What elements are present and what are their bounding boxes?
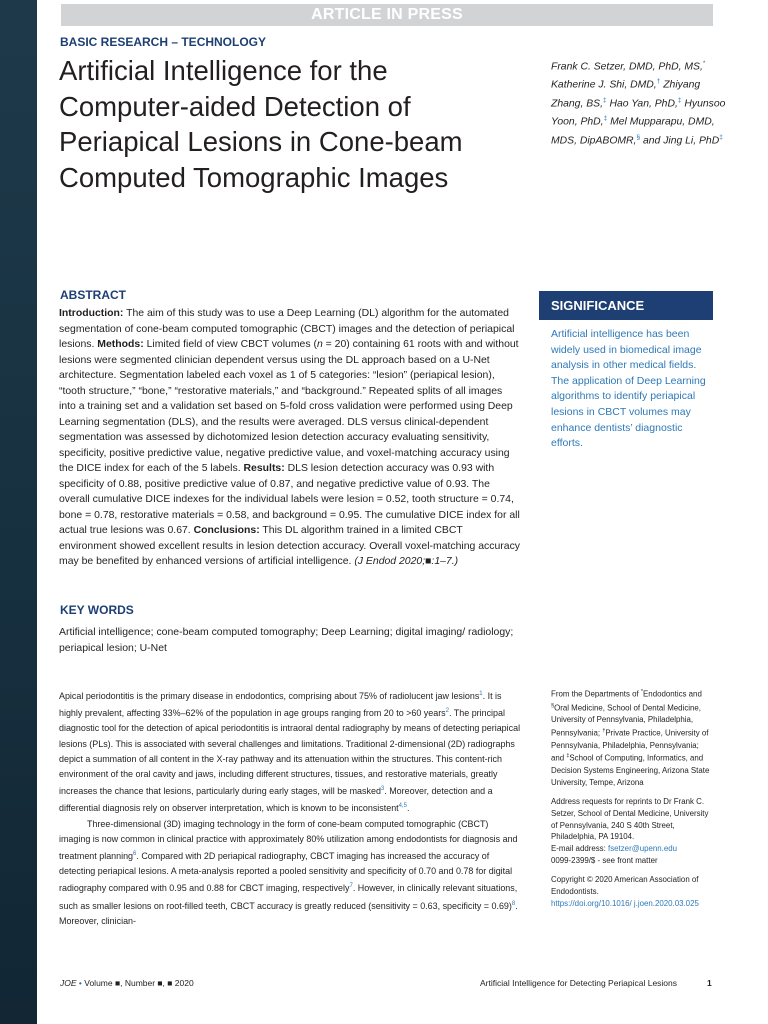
affiliations-from: From the Departments of *Endodontics and §Oral Medicine, School of Dental Medicine, University of Pennsylvania, Philadelphia, Pennsylvania; †Private Practice, University of Pennsylvania, Philadelphia, Pennsylvania; and ‡School of Computing, Informatics, and Decision Systems Engineering, Arizona State University, Tempe, Arizona xyxy=(551,689,710,787)
affiliation-mark: ‡ xyxy=(566,753,570,760)
significance-body: Artificial intelligence has been widely used in biomedical image analysis in other medical fields. The application of Deep Learning algorithms to identify periapical lesions in CBCT volumes may enhance dentists’ diagnostic efforts. xyxy=(551,328,706,450)
author-affiliation-mark: ‡ xyxy=(719,133,723,141)
reprint-address: Address requests for reprints to Dr Frank C. Setzer, School of Dental Medicine, University of Pennsylvania, 240 S 40th Street, Philadelphia, PA 19104. xyxy=(551,796,709,842)
author-affiliation-mark: ‡ xyxy=(677,96,682,104)
author-name: Mel Mupparapu, DMD, MDS, DipABOMR, xyxy=(551,116,715,146)
intro-label: Introduction: xyxy=(59,308,124,319)
author-affiliation-mark: ‡ xyxy=(602,96,607,104)
citation-reference[interactable]: 4,5 xyxy=(398,803,407,810)
author-list xyxy=(551,57,726,149)
email-link[interactable]: fsetzer@upenn.edu xyxy=(608,844,678,854)
email-line xyxy=(551,843,713,855)
author-name: Katherine J. Shi, DMD, xyxy=(551,79,657,91)
citation-reference[interactable]: 1 xyxy=(479,691,483,697)
abstract-heading: ABSTRACT xyxy=(60,288,126,302)
author-name: Hao Yan, PhD, xyxy=(606,98,678,110)
citation-reference[interactable]: 7 xyxy=(349,883,353,890)
methods-text-2: = 20) containing 61 roots with and without lesions were segmented clinician dependent versus using the DL approach based on a U-Net architecture. Segmentation labeled each voxel as 1 of 5 categories: “lesion” (periapical lesion), “tooth structure,” “bone,” “restorative materials,” and “background.” Repeated splits of all images into a training set and a validation set based on 5-fold cross validation were performed using Deep Learning segmentation (DLS), and the results were averaged. DLS versus clinical-dependent segmentation was assessed by dichotomized lesion detection accuracy evaluating sensitivity, specificity, positive predictive value, negative predictive value, and voxel-matching accuracy using the DICE index for each of the 5 labels. xyxy=(59,339,519,474)
results-label: Results: xyxy=(243,463,285,474)
copyright-block xyxy=(551,874,713,910)
article-title: Artificial Intelligence for the Computer-aided Detection of Periapical Lesions in Cone-beam Computed Tomographic Images xyxy=(59,55,463,193)
abstract-body xyxy=(59,306,521,570)
body-paragraph-2: Three-dimensional (3D) imaging technology in the form of cone-beam computed tomographic (CBCT) imaging is now common in clinical practice with approximately 80% utilization among endodontists for diagnosis and treatment planning$^6$. Compared with 2D periapical radiography, CBCT imaging has increased the accuracy of detecting periapical lesions. A meta-analysis reported a pooled sensitivity and specificity of 0.70 and 0.78 for digital radiography compared with 0.95 and 0.88 for CBCT imaging, respectively$^7$. However, in clinically relevant situations, such as smaller lesions on root-filled teeth, CBCT accuracy is greatly reduced (sensitivity = 0.63, specificity = 0.69)$^8$. Moreover, clinician- xyxy=(59,818,518,926)
author-affiliation-mark: † xyxy=(656,78,661,86)
left-edge-strip xyxy=(0,0,37,1024)
copyright-line: Copyright © 2020 American Association of Endodontists. xyxy=(551,875,699,897)
volume-info: Volume ■, Number ■, ■ 2020 xyxy=(81,978,194,988)
section-tag: BASIC RESEARCH – TECHNOLOGY xyxy=(60,35,267,49)
body-paragraph-1: Apical periodontitis is the primary disease in endodontics, comprising about 75% of radiolucent jaw lesions$^1$. It is highly prevalent, affecting 33%–62% of the population in age groups ranging from 20 to >60 years$^2$. The principal diagnostic tool for the detection of apical periodontitis is intraoral dental radiography by means of detecting periapical lesions (PLs). This is associated with several challenges and limitations. Traditional 2-dimensional (2D) radiographs depict a summation of all content in the X-ray pathway and its attenuation within the structures. This content-rich environment of the oral cavity and jaws, including different structures, tissues, and restorative materials, greatly increases the chance that lesions, particularly during early stages, will be masked$^3$. Moreover, detection and a differential diagnosis rely on observer interpretation, which is known to be inconsistent$^{4,5}$. xyxy=(59,690,521,814)
author-name: and Jing Li, PhD xyxy=(640,134,720,146)
running-title: Artificial Intelligence for Detecting Periapical Lesions xyxy=(480,978,678,988)
author-affiliation-mark: * xyxy=(702,60,706,67)
intro-text: The aim of this study was to use a Deep Learning (DL) algorithm for the automated segmentation of cone-beam computed tomographic (CBCT) images and the detection of periapical lesions. xyxy=(59,308,515,350)
article-in-press-banner: ARTICLE IN PRESS xyxy=(61,4,713,26)
citation-reference[interactable]: 8 xyxy=(511,900,516,907)
main-body-text xyxy=(59,687,521,929)
author-name: Frank C. Setzer, DMD, PhD, MS, xyxy=(551,61,703,73)
author-name: Zhiyang Zhang, BS, xyxy=(551,79,701,110)
methods-n: n xyxy=(316,339,323,350)
abstract-citation: (J Endod 2020;■:1–7.) xyxy=(354,556,459,567)
affiliation-mark: * xyxy=(640,689,644,695)
author-affiliation-mark: ‡ xyxy=(603,115,608,123)
doi-link[interactable]: https://doi.org/10.1016/ j.joen.2020.03.025 xyxy=(551,899,699,908)
correspondence-block xyxy=(551,796,713,867)
citation-reference[interactable]: 3 xyxy=(380,786,385,793)
citation-reference[interactable]: 6 xyxy=(133,850,137,857)
methods-label: Methods: xyxy=(97,339,144,350)
significance-heading: SIGNIFICANCE xyxy=(539,291,713,320)
methods-text: Limited field of view CBCT volumes ( xyxy=(143,339,317,350)
author-affiliation-mark: § xyxy=(636,133,641,141)
affiliation-mark: † xyxy=(602,727,606,734)
keywords-heading: KEY WORDS xyxy=(60,603,134,617)
affiliations-column xyxy=(551,687,713,917)
issn-line: 0099-2399/$ - see front matter xyxy=(551,856,658,866)
conclusions-text: This DL algorithm trained in a limited CBCT environment showed excellent results in lesion detection accuracy. Overall voxel-matching accuracy may be benefited by enhanced versions of artificial intelligence. xyxy=(59,525,521,567)
footer-journal-info xyxy=(60,978,194,988)
conclusions-label: Conclusions: xyxy=(193,525,260,536)
affiliation-mark: § xyxy=(551,702,555,709)
author-name: Hyunsoo Yoon, PhD, xyxy=(551,98,726,128)
keywords-body: Artificial intelligence; cone-beam computed tomography; Deep Learning; digital imaging/ radiology; periapical lesion; U-Net xyxy=(59,627,514,654)
email-label: E-mail address: xyxy=(551,844,609,854)
citation-reference[interactable]: 2 xyxy=(445,708,449,715)
page-number: 1 xyxy=(707,978,712,988)
results-text: DLS lesion detection accuracy was 0.93 with specificity of 0.88, positive predictive value of 0.87, and negative predictive value of 0.93. The overall cumulative DICE indexes for the individual labels were lesion = 0.52, tooth structure = 0.74, bone = 0.78, restorative materials = 0.58, and background = 0.95. The cumulative DICE index for all actual true lesions was 0.67. xyxy=(59,463,520,536)
bullet-dot-icon: • xyxy=(78,978,82,988)
journal-name: JOE xyxy=(60,978,77,988)
